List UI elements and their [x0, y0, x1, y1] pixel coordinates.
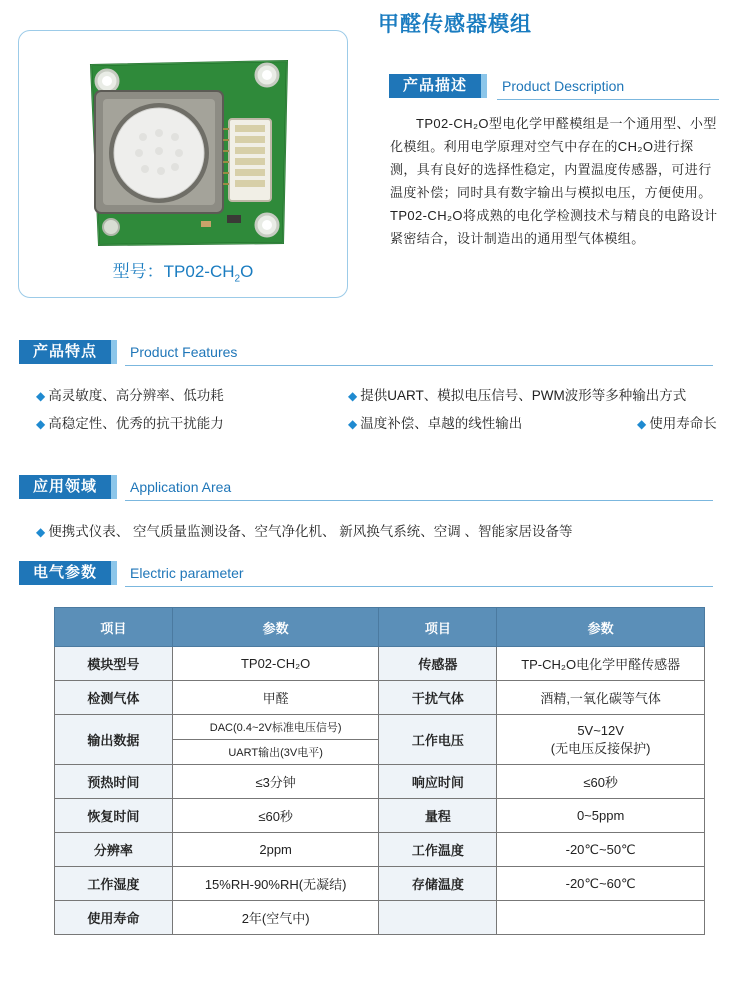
param-label: 工作湿度 [55, 867, 173, 901]
application-text: ◆ 便携式仪表、 空气质量监测设备、空气净化机、 新风换气系统、空调 、智能家居设备等 [36, 524, 573, 539]
param-value: 2ppm [172, 833, 379, 867]
feature-item: ◆ 使用寿命长 [637, 416, 717, 431]
param-value: -20℃~50℃ [497, 833, 705, 867]
param-value: 15%RH-90%RH(无凝结) [172, 867, 379, 901]
electric-parameter-header [19, 561, 713, 585]
table-row [55, 833, 705, 867]
param-label: 使用寿命 [55, 901, 173, 935]
diamond-bullet-icon: ◆ [36, 389, 46, 403]
divider [125, 586, 713, 587]
param-value: TP-CH₂O电化学甲醛传感器 [497, 647, 705, 681]
product-description-text: TP02-CH₂O型电化学甲醛模组是一个通用型、小型化模组。利用电学原理对空气中存在的CH₂O进行探测，具有良好的选择性稳定，内置温度传感器，可进行温度补偿；同时具有数字输出与模拟电压，方便使用。TP02-CH₂O将成熟的电化学检测技术与精良的电路设计紧密结合，设计制造出的通用型气体模组。 [390, 116, 718, 246]
param-label: 预热时间 [55, 765, 173, 799]
diamond-bullet-icon: ◆ [36, 417, 46, 431]
table-row [55, 647, 705, 681]
divider [125, 500, 713, 501]
param-label: 传感器 [379, 647, 497, 681]
section-tag: 电气参数 [19, 561, 111, 585]
feature-item: ◆ 高稳定性、优秀的抗干扰能力 [36, 416, 224, 431]
parameter-table [54, 607, 705, 935]
feature-item: ◆ 提供UART、模拟电压信号、PWM波形等多种输出方式 [348, 388, 687, 403]
table-header-row [55, 608, 705, 647]
param-label [379, 901, 497, 935]
section-subtitle: Product Description [502, 78, 625, 94]
table-row [55, 715, 705, 740]
param-label: 模块型号 [55, 647, 173, 681]
param-label: 存储温度 [379, 867, 497, 901]
param-value: 酒精,一氧化碳等气体 [497, 681, 705, 715]
param-value: DAC(0.4~2V标准电压信号) [172, 715, 379, 740]
param-value [497, 901, 705, 935]
table-row [55, 901, 705, 935]
param-value: TP02-CH₂O [172, 647, 379, 681]
param-value: 2年(空气中) [172, 901, 379, 935]
section-subtitle: Product Features [130, 344, 238, 360]
table-row [55, 765, 705, 799]
param-value: -20℃~60℃ [497, 867, 705, 901]
param-value: 5V~12V (无电压反接保护) [497, 715, 705, 765]
column-header: 项目 [379, 608, 497, 647]
feature-item: ◆ 温度补偿、卓越的线性输出 [348, 416, 523, 431]
page-title: 甲醛传感器模组 [378, 13, 532, 36]
section-tag: 产品特点 [19, 340, 111, 364]
sensor-module-image [77, 55, 307, 247]
section-tag: 产品描述 [389, 74, 481, 98]
section-subtitle: Electric parameter [130, 565, 244, 581]
product-features-header [19, 340, 713, 364]
column-header: 参数 [497, 608, 705, 647]
divider [125, 365, 713, 366]
param-label: 恢复时间 [55, 799, 173, 833]
param-value: UART输出(3V电平) [172, 740, 379, 765]
param-label: 检测气体 [55, 681, 173, 715]
diamond-bullet-icon: ◆ [348, 417, 358, 431]
section-tag: 应用领域 [19, 475, 111, 499]
diamond-bullet-icon: ◆ [637, 417, 647, 431]
param-label: 工作电压 [379, 715, 497, 765]
model-caption: 型号：$TP02-CH_2O$ [112, 262, 254, 285]
table-row [55, 799, 705, 833]
param-label: 干扰气体 [379, 681, 497, 715]
param-label: 量程 [379, 799, 497, 833]
param-label: 输出数据 [55, 715, 173, 765]
param-label: 响应时间 [379, 765, 497, 799]
param-label: 分辨率 [55, 833, 173, 867]
column-header: 参数 [172, 608, 379, 647]
param-value: ≤3分钟 [172, 765, 379, 799]
diamond-bullet-icon: ◆ [348, 389, 358, 403]
diamond-bullet-icon: ◆ [36, 525, 46, 539]
column-header: 项目 [55, 608, 173, 647]
param-value: 0~5ppm [497, 799, 705, 833]
application-area-header [19, 475, 713, 499]
param-value: ≤60秒 [497, 765, 705, 799]
divider [497, 99, 719, 100]
param-label: 工作温度 [379, 833, 497, 867]
product-photo-card [18, 30, 348, 298]
param-value: ≤60秒 [172, 799, 379, 833]
feature-item: ◆ 高灵敏度、高分辨率、低功耗 [36, 388, 224, 403]
section-subtitle: Application Area [130, 479, 232, 495]
param-value: 甲醛 [172, 681, 379, 715]
product-description-header [389, 74, 719, 98]
table-row [55, 681, 705, 715]
table-row [55, 867, 705, 901]
